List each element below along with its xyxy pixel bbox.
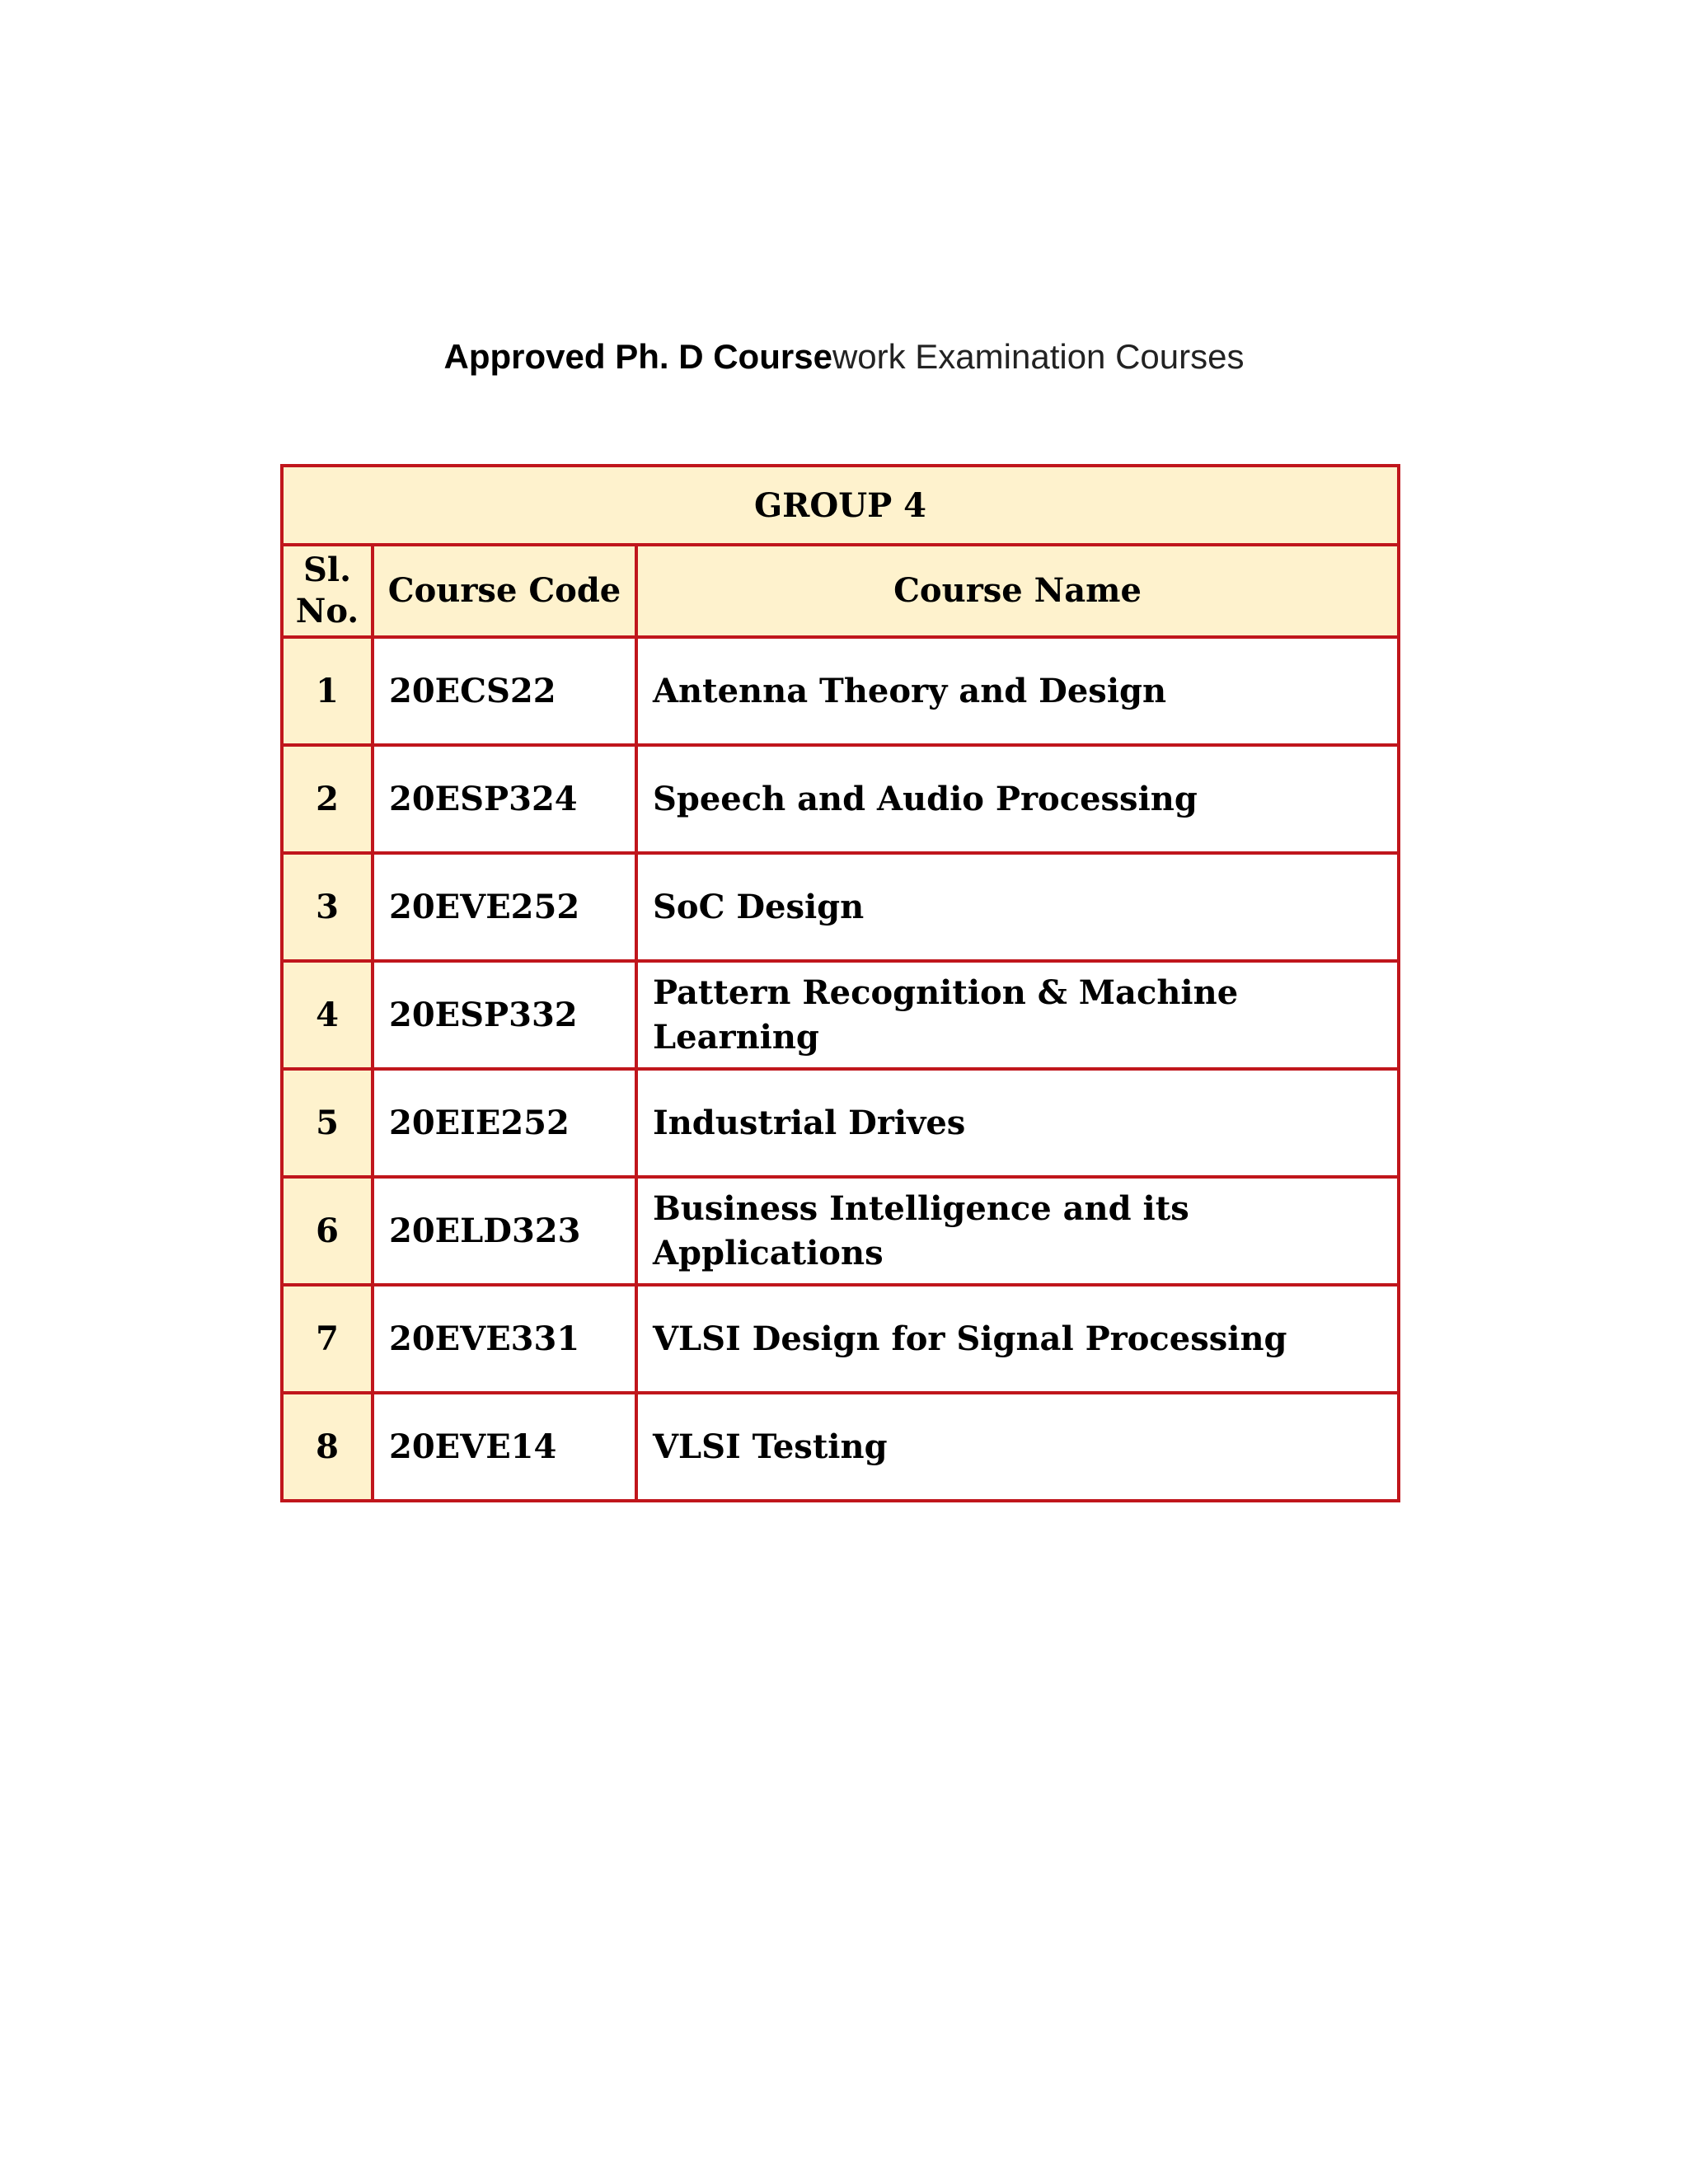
courses-table: [280, 464, 1400, 1502]
table-row: [282, 637, 1399, 745]
course-code-cell: 20EVE331: [373, 1285, 636, 1393]
table-row: [282, 745, 1399, 853]
group-label: GROUP 4: [282, 466, 1399, 545]
course-code-cell: 20EVE14: [373, 1393, 636, 1501]
course-name-cell: Pattern Recognition & Machine Learning: [636, 961, 1399, 1069]
course-code-cell: 20ESP324: [373, 745, 636, 853]
column-header-course-code: Course Code: [373, 545, 636, 637]
sl-no-cell: 7: [282, 1285, 373, 1393]
table-row: [282, 1393, 1399, 1501]
course-name-cell: Speech and Audio Processing: [636, 745, 1399, 853]
course-code-cell: 20ECS22: [373, 637, 636, 745]
table-row: [282, 1285, 1399, 1393]
course-name-cell: Antenna Theory and Design: [636, 637, 1399, 745]
table-row: [282, 961, 1399, 1069]
sl-no-cell: 5: [282, 1069, 373, 1177]
course-code-cell: 20ESP332: [373, 961, 636, 1069]
group-header-row: [282, 466, 1399, 545]
course-code-cell: 20EIE252: [373, 1069, 636, 1177]
course-name-cell: VLSI Testing: [636, 1393, 1399, 1501]
sl-no-cell: 6: [282, 1177, 373, 1285]
course-code-cell: 20EVE252: [373, 853, 636, 961]
table-row: [282, 1069, 1399, 1177]
title-bold-part: Approved Ph. D Course: [443, 337, 832, 376]
sl-no-cell: 8: [282, 1393, 373, 1501]
column-header-row: [282, 545, 1399, 637]
course-code-cell: 20ELD323: [373, 1177, 636, 1285]
sl-no-cell: 1: [282, 637, 373, 745]
sl-no-cell: 2: [282, 745, 373, 853]
course-name-cell: Business Intelligence and its Applications: [636, 1177, 1399, 1285]
course-name-cell: SoC Design: [636, 853, 1399, 961]
column-header-course-name: Course Name: [636, 545, 1399, 637]
document-title: [0, 328, 1688, 386]
title-light-part: work Examination Courses: [832, 337, 1245, 376]
column-header-sl-no: Sl. No.: [282, 545, 373, 637]
sl-no-cell: 4: [282, 961, 373, 1069]
sl-no-cell: 3: [282, 853, 373, 961]
course-name-cell: Industrial Drives: [636, 1069, 1399, 1177]
table-row: [282, 1177, 1399, 1285]
course-name-cell: VLSI Design for Signal Processing: [636, 1285, 1399, 1393]
table-row: [282, 853, 1399, 961]
